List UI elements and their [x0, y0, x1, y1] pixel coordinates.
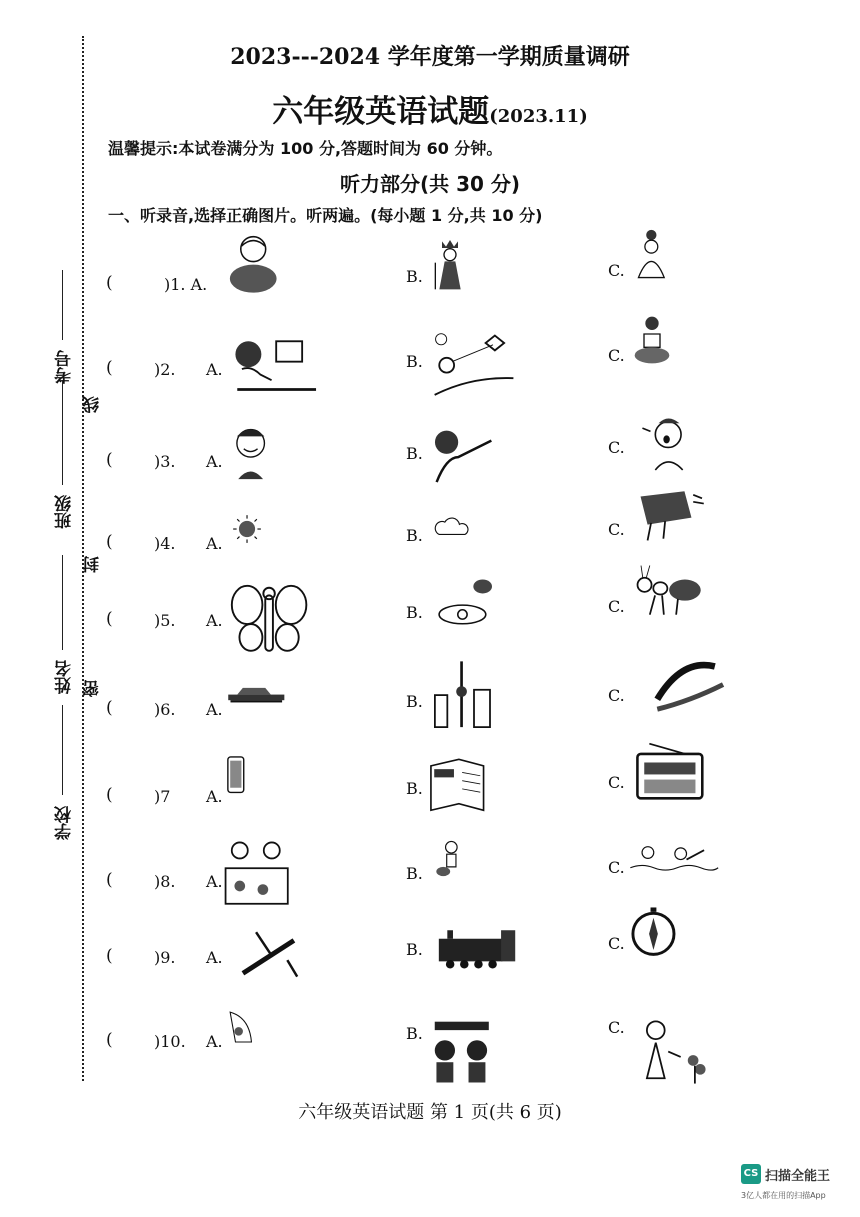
option-a-label: A. [206, 1032, 223, 1051]
question-number: )5. [154, 611, 176, 630]
option-a-label: A. [206, 872, 223, 891]
option-c-label: C. [608, 346, 625, 365]
seal-char-mi: 密 [83, 680, 103, 697]
boy-shouting-icon[interactable] [636, 412, 718, 478]
watermark-name: 扫描全能王 [765, 1168, 831, 1184]
option-a-label: A. [206, 534, 223, 553]
city-tower-icon[interactable] [426, 656, 506, 738]
option-b-label: B. [406, 940, 423, 959]
swimming-icon[interactable] [628, 842, 778, 890]
clouds-icon[interactable] [428, 512, 498, 558]
option-c-label: C. [608, 686, 625, 705]
option-c-label: C. [608, 1018, 625, 1037]
boy-flying-kite-icon[interactable] [430, 330, 522, 406]
seal-char-feng: 封 [83, 556, 103, 573]
train-icon[interactable] [436, 926, 552, 984]
exam-number-label: 考号 [55, 350, 75, 384]
option-b-label: B. [406, 352, 423, 371]
great-wall-icon[interactable] [654, 650, 728, 726]
plane-icon[interactable] [238, 924, 312, 992]
option-a-label: A. [206, 611, 223, 630]
question-number: )2. [154, 360, 176, 379]
answer-bracket-left[interactable]: ( [106, 358, 113, 378]
option-b-label: B. [406, 444, 423, 463]
option-a-label: A. [206, 948, 223, 967]
option-c-label: C. [608, 934, 625, 953]
camscanner-logo-icon: CS [741, 1164, 761, 1184]
class-blank[interactable] [62, 380, 63, 485]
bee-on-flower-icon[interactable] [436, 574, 506, 652]
king-icon[interactable] [430, 236, 490, 318]
option-b-label: B. [406, 692, 423, 711]
boy-at-computer-icon[interactable] [228, 332, 324, 408]
ant-icon[interactable] [634, 562, 718, 634]
newspaper-icon[interactable] [426, 756, 500, 826]
picnic-icon[interactable] [222, 838, 302, 916]
windy-tree-icon[interactable] [630, 486, 726, 558]
exam-year-title: 2023---2024 学年度第一学期质量调研 [230, 44, 630, 70]
sun-icon[interactable] [232, 514, 284, 566]
option-a-label: A. [206, 787, 223, 806]
section-title: 听力部分(共 30 分) [339, 172, 521, 196]
option-a-label: A. [206, 360, 223, 379]
question-intro: 一、听录音,选择正确图片。听两遍。(每小题 1 分,共 10 分) [108, 206, 543, 225]
question-number: )10. [154, 1032, 186, 1051]
compass-icon[interactable] [630, 906, 696, 984]
option-b-label: B. [406, 603, 423, 622]
option-c-label: C. [608, 597, 625, 616]
chinese-new-year-icon[interactable] [428, 1020, 504, 1098]
answer-bracket-left[interactable]: ( [106, 273, 113, 293]
butterfly-icon[interactable] [228, 582, 314, 664]
option-a-label: A. [206, 452, 223, 471]
answer-bracket-left[interactable]: ( [106, 1030, 113, 1050]
answer-bracket-left[interactable]: ( [106, 698, 113, 718]
radio-icon[interactable] [634, 742, 716, 812]
option-b-label: B. [406, 779, 423, 798]
question-number: )7 [154, 787, 171, 806]
boy-pointing-icon[interactable] [430, 424, 506, 492]
option-c-label: C. [608, 261, 625, 280]
main-title-date: (2023.11) [489, 106, 588, 127]
question-number: )3. [154, 452, 176, 471]
boy-with-ball-icon[interactable] [434, 838, 486, 900]
name-blank[interactable] [62, 555, 63, 650]
exam-tip: 温馨提示:本试卷满分为 100 分,答题时间为 60 分钟。 [108, 139, 503, 158]
option-c-label: C. [608, 773, 625, 792]
palace-museum-icon[interactable] [226, 680, 334, 726]
school-label: 学校 [55, 806, 75, 840]
option-b-label: B. [406, 864, 423, 883]
school-blank[interactable] [62, 705, 63, 795]
answer-bracket-left[interactable]: ( [106, 609, 113, 629]
answer-bracket-left[interactable]: ( [106, 532, 113, 552]
question-number: )8. [154, 872, 176, 891]
page-footer: 六年级英语试题 第 1 页(共 6 页) [298, 1102, 562, 1123]
option-a-label: A. [206, 700, 223, 719]
question-number: )6. [154, 700, 176, 719]
kite-corner-icon[interactable] [228, 1010, 276, 1074]
option-c-label: C. [608, 858, 625, 877]
exam-main-title [0, 86, 860, 131]
option-b-label: B. [406, 267, 423, 286]
class-label: 班级 [55, 495, 75, 529]
question-number: )1. A. [164, 275, 208, 294]
question-number: )9. [154, 948, 176, 967]
exam-number-blank[interactable] [62, 270, 63, 340]
seal-char-xian: 线 [83, 396, 103, 413]
princess-icon[interactable] [632, 226, 690, 306]
girl-watering-flowers-icon[interactable] [638, 1016, 718, 1094]
answer-bracket-left[interactable]: ( [106, 870, 113, 890]
old-man-eating-icon[interactable] [226, 232, 296, 322]
phone-icon[interactable] [226, 756, 268, 836]
option-c-label: C. [608, 438, 625, 457]
option-b-label: B. [406, 1024, 423, 1043]
main-title-text: 六年级英语试题 [272, 94, 490, 130]
watermark-subtitle: 3亿人都在用的扫描App [741, 1191, 826, 1200]
boy-washing-clothes-icon[interactable] [632, 314, 692, 398]
answer-bracket-left[interactable]: ( [106, 450, 113, 470]
answer-bracket-left[interactable]: ( [106, 785, 113, 805]
man-laughing-icon[interactable] [230, 424, 292, 508]
scanner-watermark [741, 1164, 830, 1184]
option-c-label: C. [608, 520, 625, 539]
option-b-label: B. [406, 526, 423, 545]
name-label: 姓名 [55, 660, 75, 694]
answer-bracket-left[interactable]: ( [106, 946, 113, 966]
question-number: )4. [154, 534, 176, 553]
